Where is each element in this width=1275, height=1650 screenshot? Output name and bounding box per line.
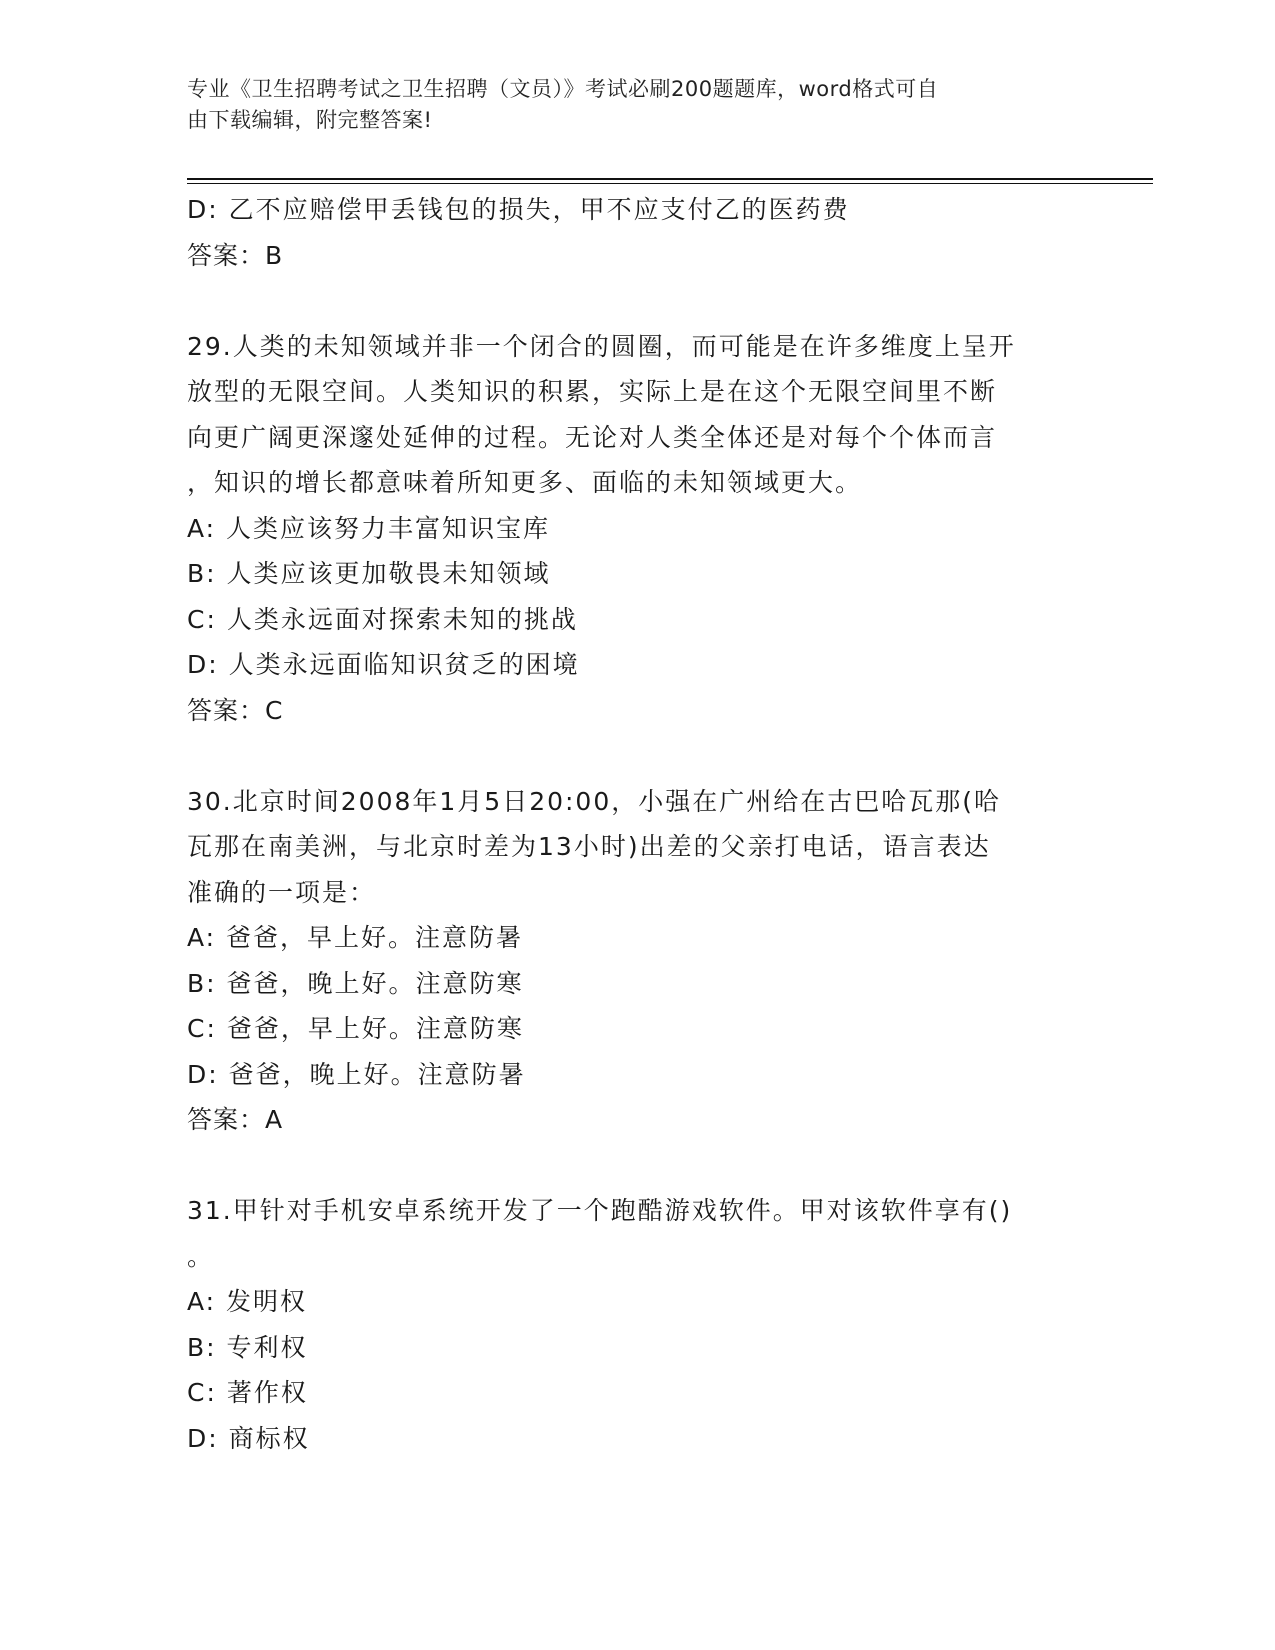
answer: 答案：C <box>187 695 284 725</box>
document-header <box>187 74 1067 136</box>
question-31 <box>187 1188 1077 1461</box>
prev-option-d: D: 乙不应赔偿甲丢钱包的损失，甲不应支付乙的医药费 <box>187 195 850 224</box>
question-stem-line: ，知识的增长都意味着所知更多、面临的未知领域更大。 <box>187 468 863 497</box>
question-29 <box>187 324 1077 734</box>
option-c: C: 著作权 <box>187 1378 308 1407</box>
question-stem-line: 30.北京时间2008年1月5日20:00，小强在广州给在古巴哈瓦那(哈 <box>187 786 1001 816</box>
question-stem-line: 放型的无限空间。人类知识的积累，实际上是在这个无限空间里不断 <box>187 377 998 406</box>
option-a: A: 爸爸，早上好。注意防暑 <box>187 923 524 952</box>
option-b: B: 爸爸，晚上好。注意防寒 <box>187 968 524 998</box>
question-stem-line: 29.人类的未知领域并非一个闭合的圆圈，而可能是在许多维度上呈开 <box>187 331 1016 361</box>
question-stem-line: 瓦那在南美洲，与北京时差为13小时)出差的父亲打电话，语言表达 <box>187 832 991 861</box>
option-d: D: 人类永远面临知识贫乏的困境 <box>187 650 580 679</box>
question-stem-line: 31.甲针对手机安卓系统开发了一个跑酷游戏软件。甲对该软件享有() <box>187 1196 1013 1225</box>
question-30 <box>187 779 1077 1143</box>
option-c: C: 人类永远面对探索未知的挑战 <box>187 604 578 634</box>
option-b: B: 人类应该更加敬畏未知领域 <box>187 559 551 588</box>
option-a: A: 人类应该努力丰富知识宝库 <box>187 513 551 543</box>
question-stem-line: 准确的一项是： <box>187 877 377 907</box>
header-line-1: 专业《卫生招聘考试之卫生招聘（文员）》考试必刷200题题库，word格式可自 <box>187 77 939 101</box>
option-a: A: 发明权 <box>187 1287 308 1316</box>
option-b: B: 专利权 <box>187 1332 308 1362</box>
question-stem-line: 。 <box>187 1241 215 1271</box>
option-c: C: 爸爸，早上好。注意防寒 <box>187 1014 524 1043</box>
option-d: D: 商标权 <box>187 1423 310 1453</box>
answer: 答案：A <box>187 1105 284 1134</box>
prev-answer: 答案：B <box>187 240 284 270</box>
header-line-2: 由下载编辑，附完整答案! <box>187 108 433 132</box>
header-rule-thick <box>187 178 1153 180</box>
question-stem-line: 向更广阔更深邃处延伸的过程。无论对人类全体还是对每个个体而言 <box>187 422 998 452</box>
header-rule-thin <box>187 183 1153 184</box>
option-d: D: 爸爸，晚上好。注意防暑 <box>187 1059 526 1089</box>
document-body <box>187 187 1077 1461</box>
